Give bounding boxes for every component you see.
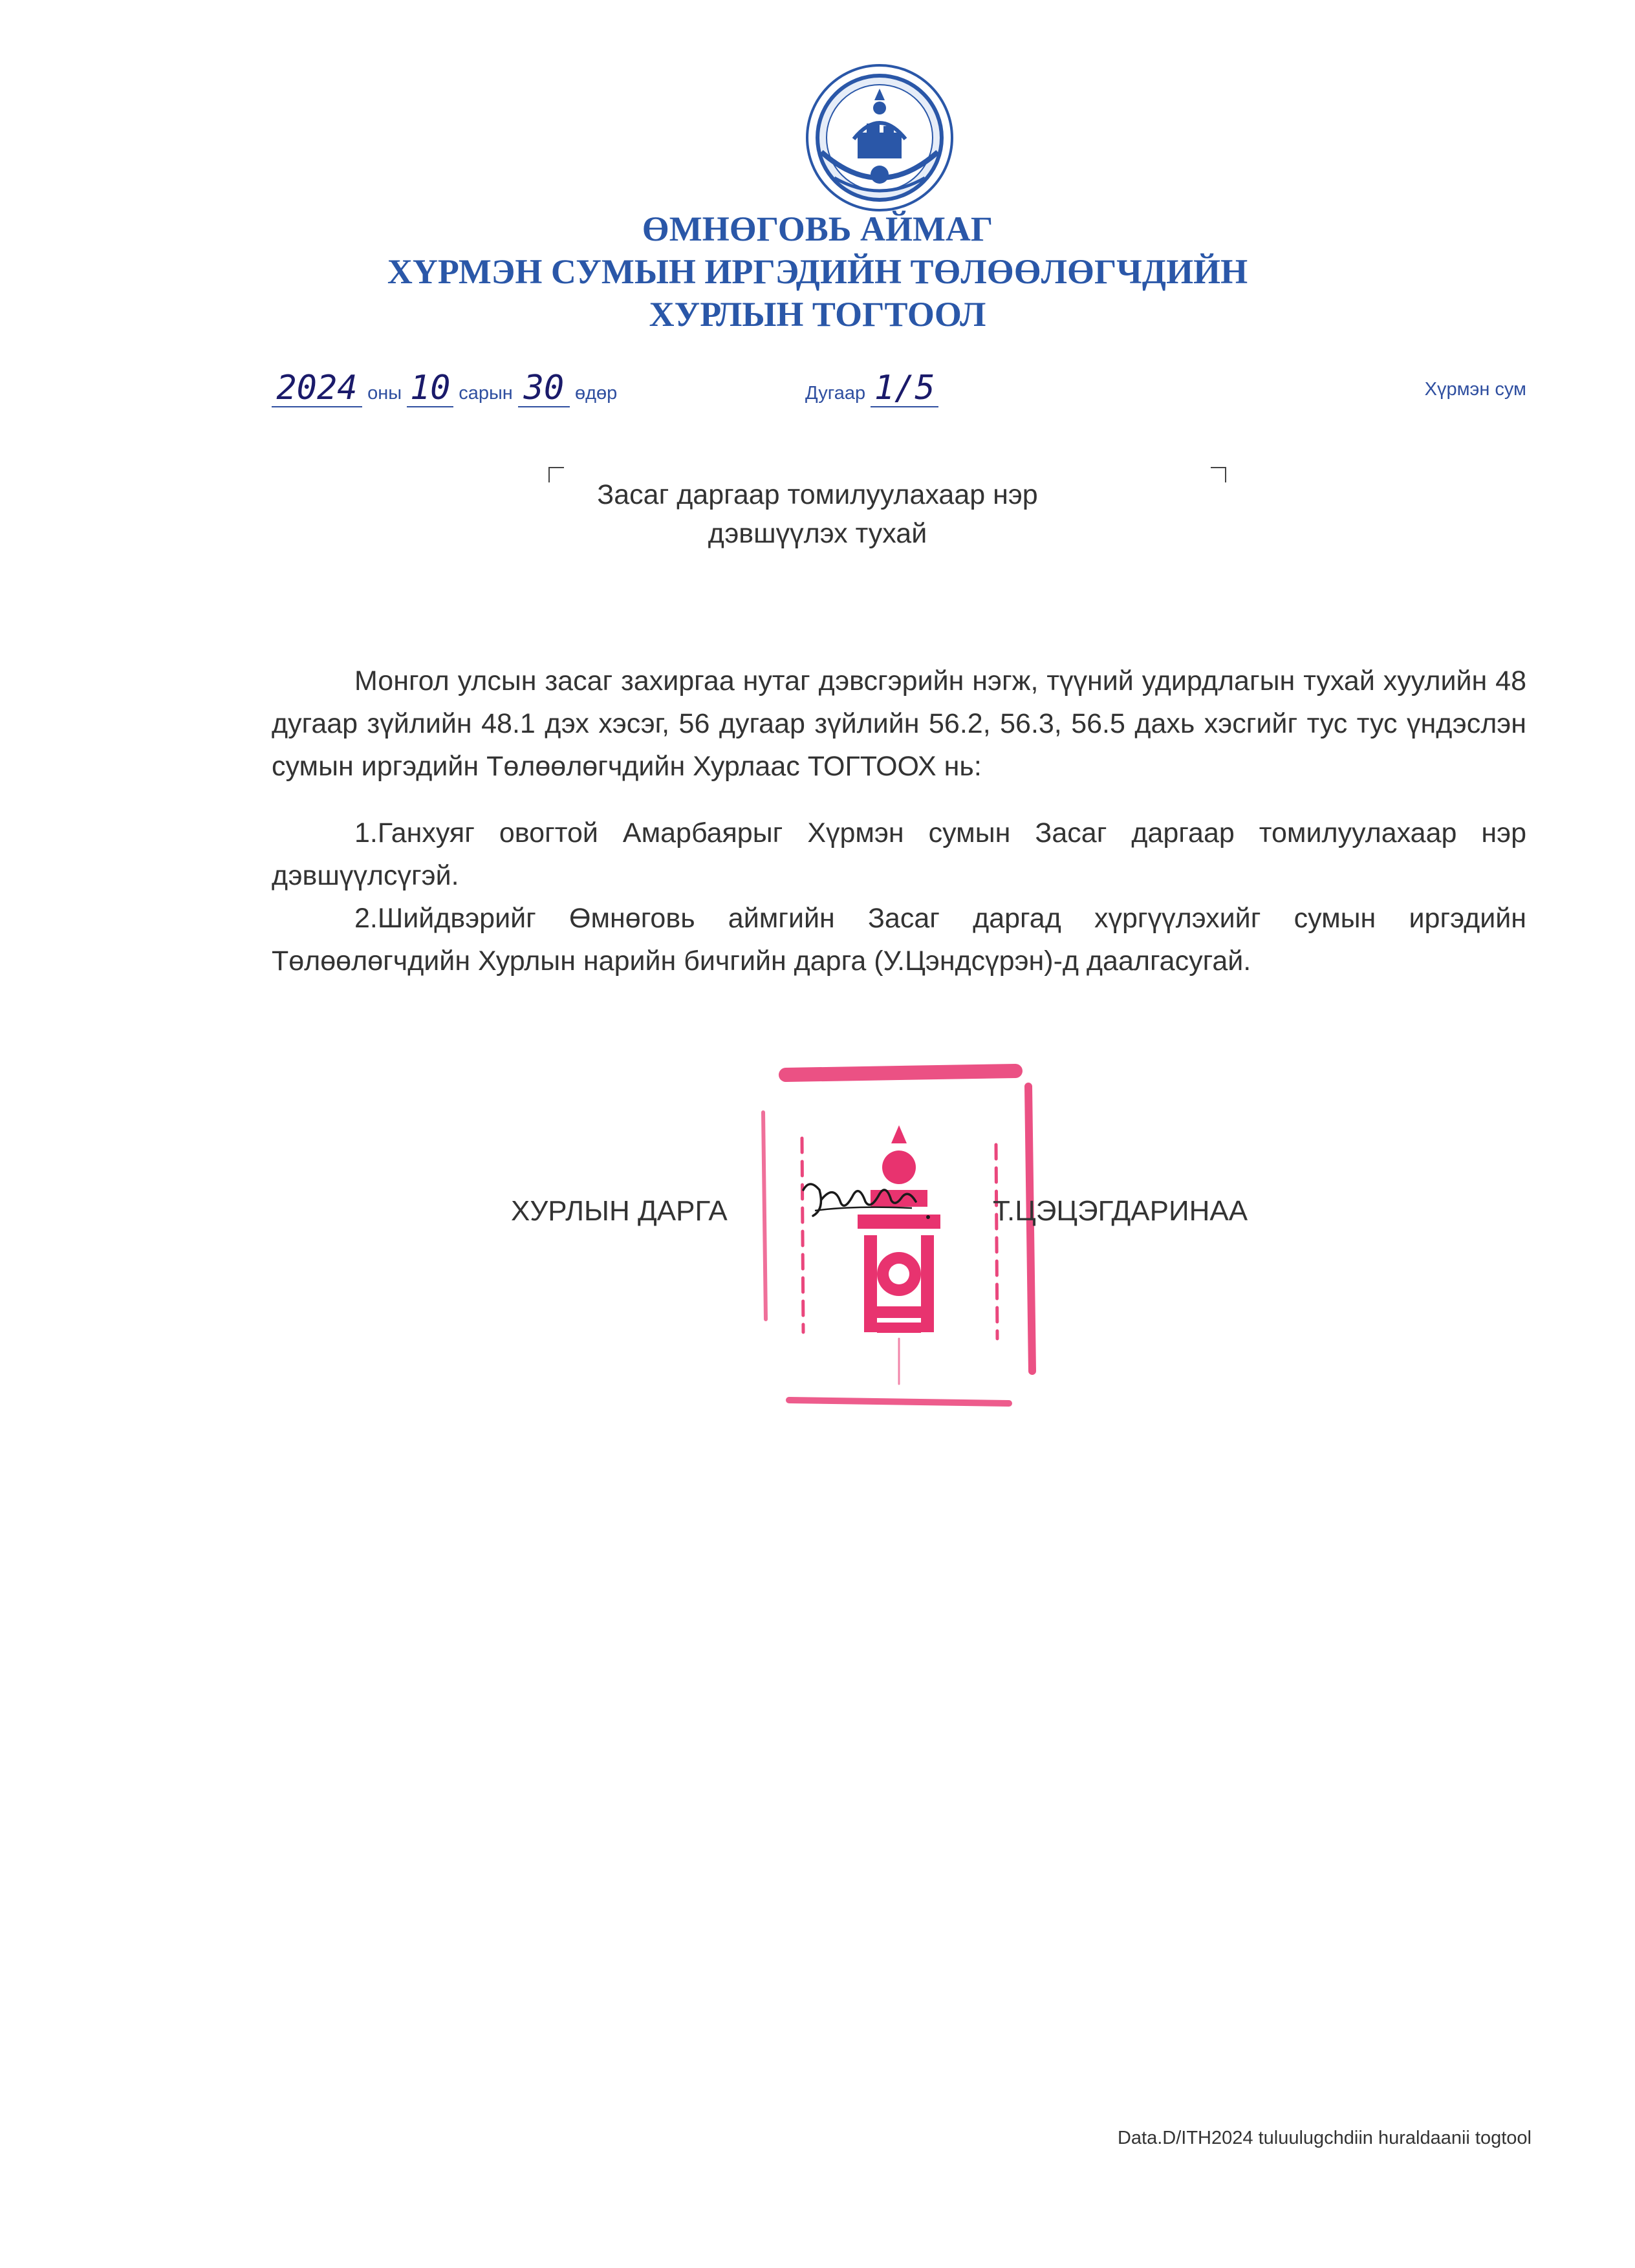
preamble-paragraph: Монгол улсын засаг захиргаа нутаг дэвсгэрийн нэгж, түүний удирдлагын тухай хуулийн 48 дугаар зүйлийн 48.1 дэх хэсэг, 56 дугаар зүйлийн 56.2, 56.3, 56.5 дахь хэсгийг тус тус үндэслэн сумын иргэдийн Төлөөлөгчдийн Хурлаас ТОГТООХ нь: [272, 665, 1526, 782]
date-group [272, 370, 617, 407]
handwritten-signature [796, 1171, 938, 1229]
file-reference: Data.D/ITH2024 tuluulugchdiin huraldaanii togtool [1117, 2128, 1532, 2148]
subject-line-1: Засаг даргаар томилуулахаар нэр [597, 479, 1038, 510]
resolution-item-2: 2.Шийдвэрийг Өмнөговь аймгийн Засаг даргад хүргүүлэхийг сумын иргэдийн Төлөөлөгчдийн Хурлын нарийн бичгийн дарга (У.Цэндсүрэн)-д даалгасугай. [272, 903, 1526, 977]
number-label: Дугаар [805, 383, 866, 404]
resolution-subject [0, 475, 1635, 553]
header-resolution: ХУРЛЫН ТОГТООЛ [649, 295, 986, 334]
day-suffix: өдөр [574, 383, 618, 404]
date-line [0, 370, 1635, 415]
chairman-name: Т.ЦЭЦЭГДАРИНАА [993, 1195, 1248, 1227]
state-emblem-icon [802, 61, 957, 213]
year-suffix: оны [367, 383, 402, 404]
place-name: Хүрмэн сум [1424, 379, 1526, 400]
day-value: 30 [518, 370, 570, 407]
header-aimag: ӨМНӨГОВЬ АЙМАГ [642, 210, 993, 248]
month-value: 10 [407, 370, 453, 407]
number-group [805, 370, 938, 407]
subject-line-2: дэвшүүлэх тухай [708, 518, 927, 549]
resolution-item-1: 1.Ганхуяг овогтой Амарбаярыг Хүрмэн сумын Засаг даргаар томилуулахаар нэр дэвшүүлсүгэй. [272, 817, 1526, 891]
month-suffix: сарын [459, 383, 513, 404]
header-council: ХҮРМЭН СУМЫН ИРГЭДИЙН ТӨЛӨӨЛӨГЧДИЙН [387, 252, 1248, 291]
chairman-title: ХУРЛЫН ДАРГА [511, 1195, 728, 1227]
year-value: 2024 [272, 370, 362, 407]
number-value: 1/5 [871, 370, 938, 407]
